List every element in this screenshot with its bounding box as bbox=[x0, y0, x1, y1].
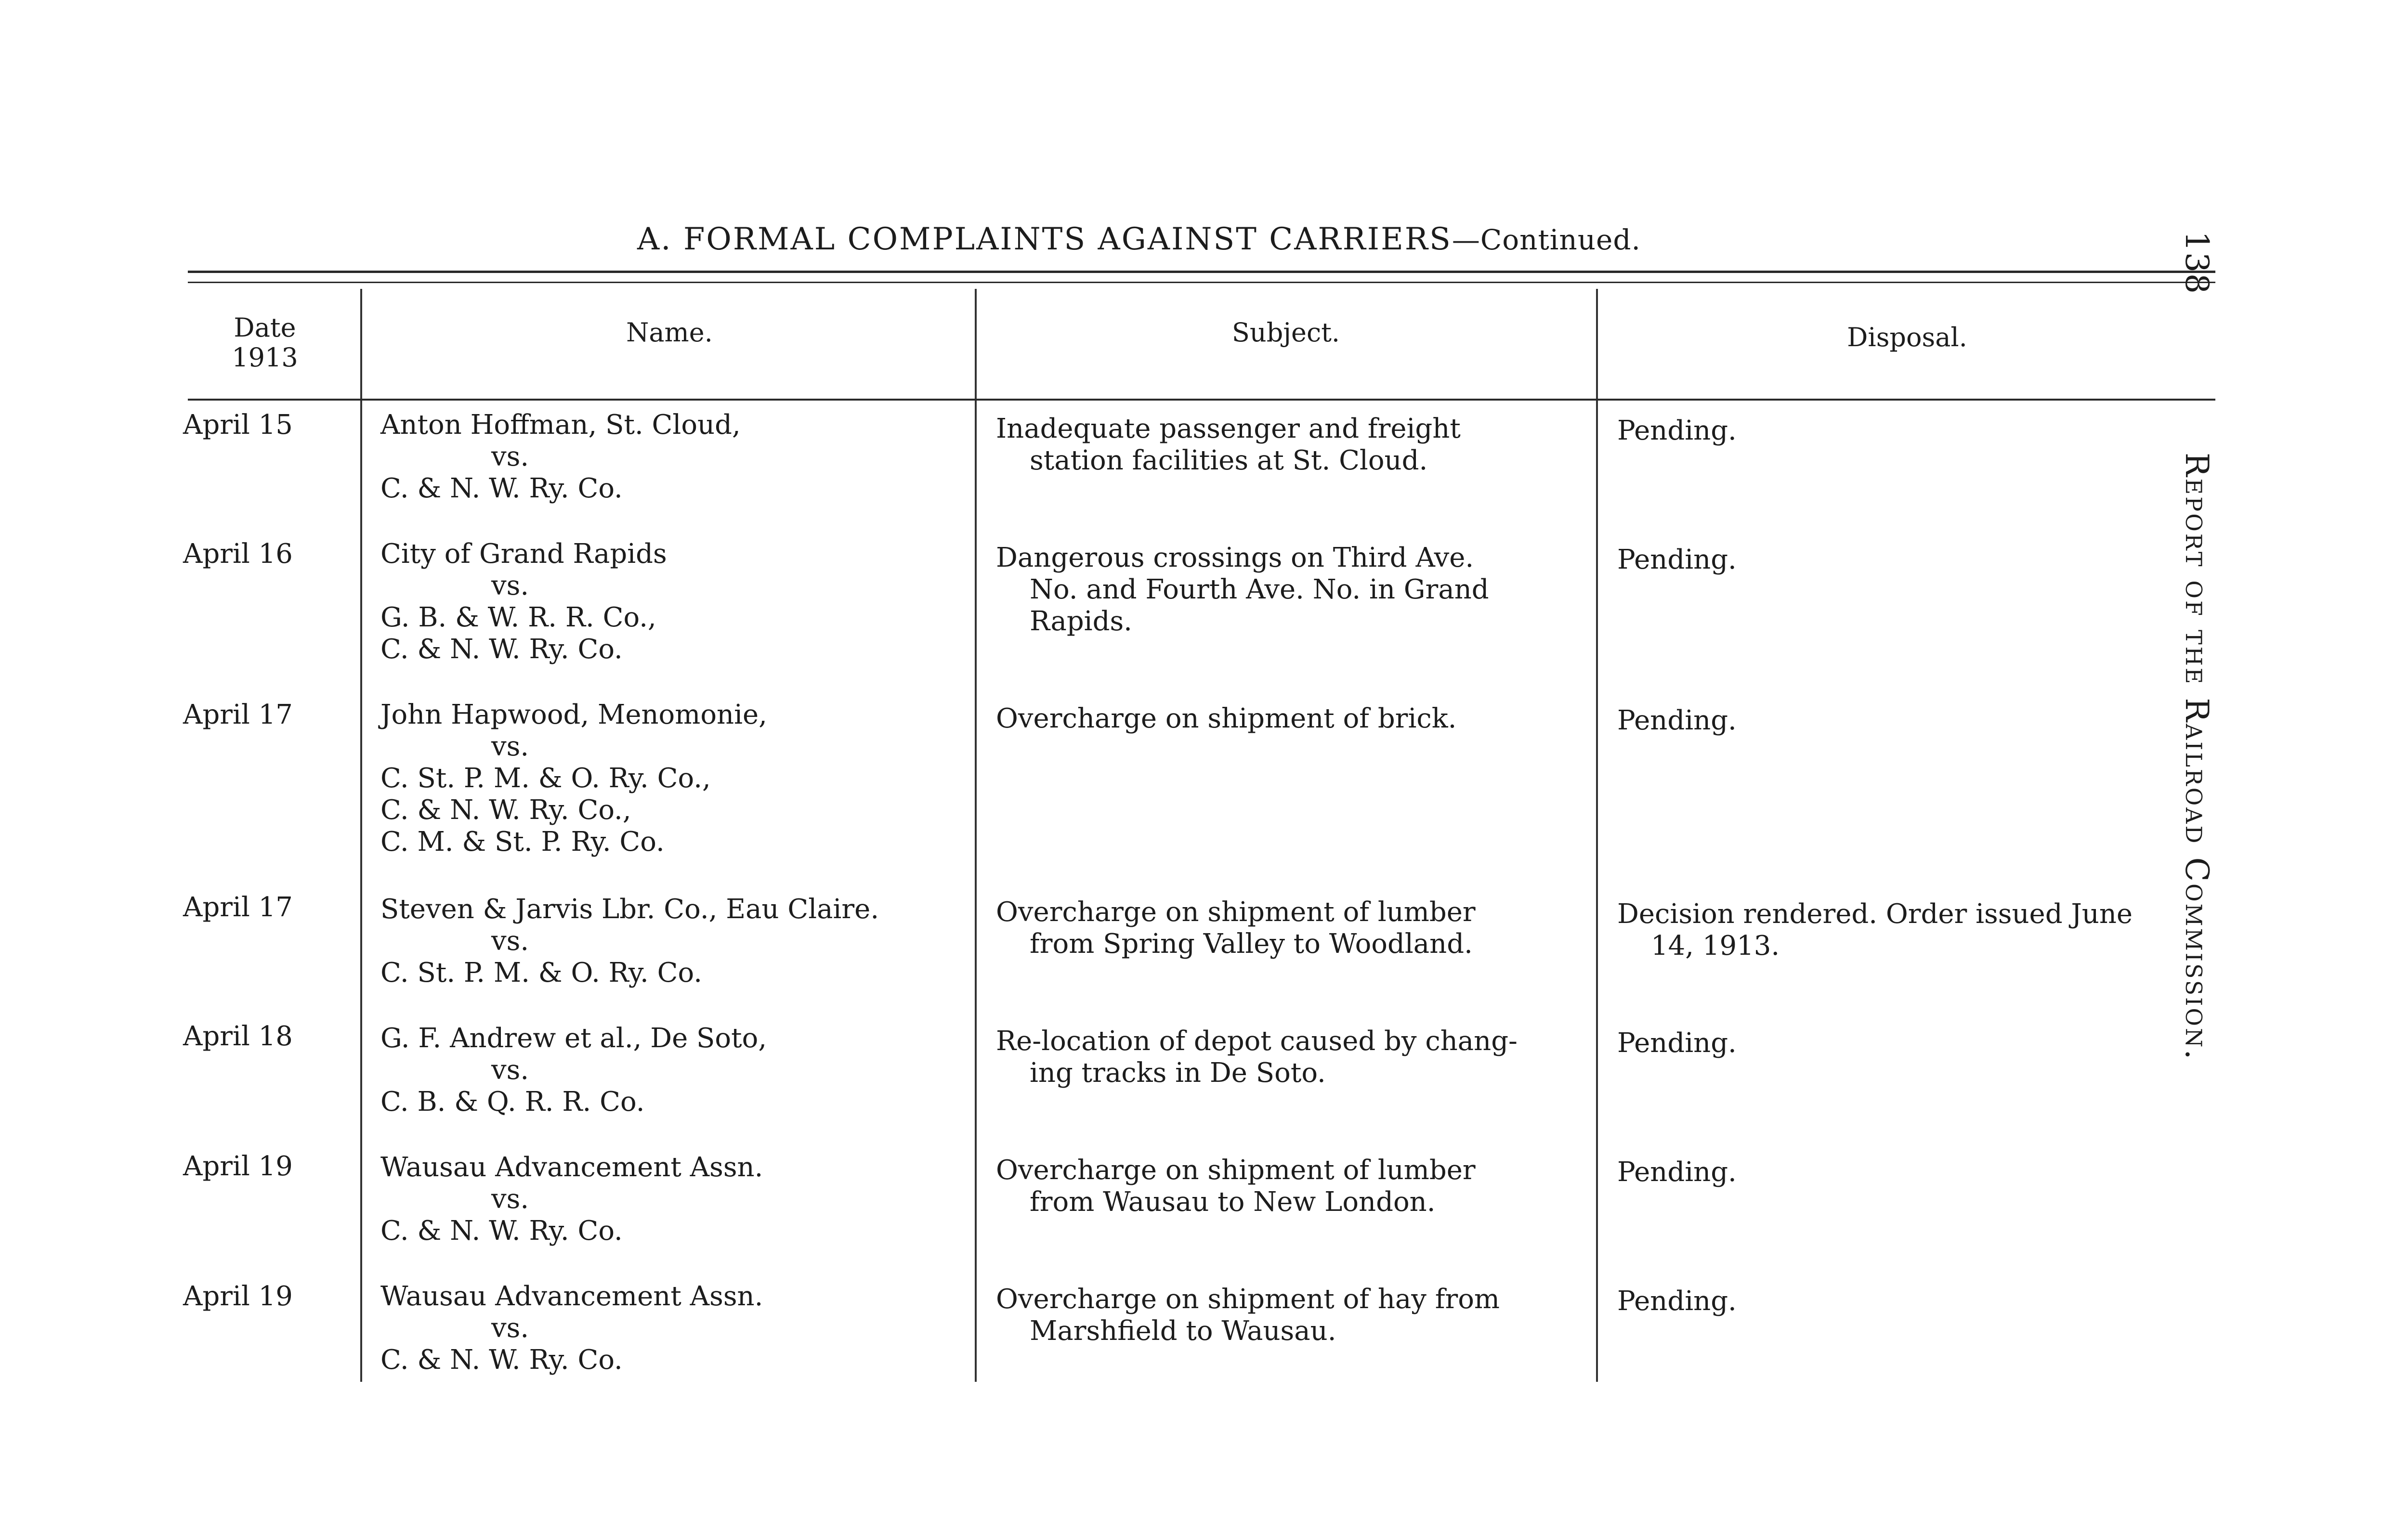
respondent: C. & N. W. Ry. Co. bbox=[380, 1344, 623, 1376]
respondent: C. St. P. M. & O. Ry. Co. bbox=[380, 957, 703, 988]
disposal-line: Pending. bbox=[1617, 544, 1737, 575]
versus-label: vs. bbox=[491, 1312, 529, 1344]
disposal-line: Pending. bbox=[1617, 705, 1737, 736]
subject-line: ing tracks in De Soto. bbox=[1030, 1057, 1326, 1089]
subject-line: Marshfield to Wausau. bbox=[1030, 1315, 1336, 1347]
row-date: April 15 bbox=[183, 409, 293, 441]
date-header bbox=[183, 313, 347, 373]
subject-line: Overcharge on shipment of brick. bbox=[996, 703, 1457, 734]
year-header-label: 1913 bbox=[232, 342, 298, 373]
row-name bbox=[380, 409, 973, 505]
respondent: C. & N. W. Ry. Co. bbox=[380, 634, 623, 665]
respondent: C. M. & St. P. Ry. Co. bbox=[380, 826, 665, 857]
row-name bbox=[380, 699, 973, 858]
row-name bbox=[380, 1152, 973, 1247]
row-name bbox=[380, 894, 973, 989]
top-rule bbox=[188, 271, 2215, 273]
complainant: Wausau Advancement Assn. bbox=[380, 1281, 763, 1312]
subject-line: Re-location of depot caused by chang- bbox=[996, 1026, 1518, 1057]
row-date: April 19 bbox=[183, 1281, 293, 1312]
row-date: April 17 bbox=[183, 892, 293, 923]
row-disposal bbox=[1617, 1286, 2214, 1317]
top-rule-thin bbox=[188, 282, 2215, 283]
row-subject bbox=[996, 1284, 1593, 1347]
respondent: C. B. & Q. R. R. Co. bbox=[380, 1086, 645, 1117]
subject-line: from Wausau to New London. bbox=[1030, 1186, 1436, 1218]
date-header-label: Date bbox=[234, 312, 296, 343]
versus-label: vs. bbox=[491, 441, 529, 472]
disposal-line: Pending. bbox=[1617, 1286, 1737, 1317]
row-disposal bbox=[1617, 415, 2214, 447]
column-divider bbox=[1596, 289, 1598, 1382]
versus-label: vs. bbox=[491, 925, 529, 957]
row-disposal bbox=[1617, 1156, 2214, 1188]
column-divider bbox=[360, 289, 362, 1382]
respondent: C. & N. W. Ry. Co., bbox=[380, 794, 631, 826]
row-subject bbox=[996, 1026, 1593, 1089]
versus-label: vs. bbox=[491, 1183, 529, 1215]
versus-label: vs. bbox=[491, 570, 529, 601]
row-subject bbox=[996, 1155, 1593, 1218]
row-name bbox=[380, 1281, 973, 1376]
subject-line: Overcharge on shipment of lumber bbox=[996, 896, 1476, 928]
title-suffix: —Continued. bbox=[1452, 223, 1641, 256]
page-title bbox=[188, 221, 2090, 257]
subject-line: from Spring Valley to Woodland. bbox=[1030, 928, 1473, 960]
versus-label: vs. bbox=[491, 731, 529, 762]
row-name bbox=[380, 1023, 973, 1118]
column-divider bbox=[975, 289, 977, 1382]
row-disposal bbox=[1617, 544, 2214, 576]
row-date: April 16 bbox=[183, 538, 293, 570]
respondent: G. B. & W. R. R. Co., bbox=[380, 602, 656, 633]
subject-line: Overcharge on shipment of lumber bbox=[996, 1155, 1476, 1186]
row-disposal bbox=[1617, 898, 2214, 962]
versus-label: vs. bbox=[491, 1054, 529, 1086]
running-title: Report of the Railroad Commission. bbox=[2178, 453, 2215, 1062]
row-date: April 17 bbox=[183, 699, 293, 730]
title-main: FORMAL COMPLAINTS AGAINST CARRIERS bbox=[683, 221, 1452, 257]
row-subject bbox=[996, 542, 1593, 637]
name-header: Name. bbox=[626, 317, 713, 348]
complainant: Anton Hoffman, St. Cloud, bbox=[380, 409, 741, 441]
title-prefix: A. bbox=[637, 221, 672, 257]
subject-line: Rapids. bbox=[1030, 606, 1132, 637]
subject-line: station facilities at St. Cloud. bbox=[1030, 445, 1428, 476]
row-disposal bbox=[1617, 705, 2214, 737]
subject-line: Overcharge on shipment of hay from bbox=[996, 1284, 1500, 1315]
row-subject bbox=[996, 413, 1593, 477]
complainant: John Hapwood, Menomonie, bbox=[380, 699, 767, 730]
disposal-line: Pending. bbox=[1617, 1027, 1737, 1059]
row-date: April 18 bbox=[183, 1021, 293, 1052]
header-rule bbox=[188, 399, 2215, 401]
complainant: G. F. Andrew et al., De Soto, bbox=[380, 1023, 767, 1054]
complainant: City of Grand Rapids bbox=[380, 538, 667, 570]
subject-header: Subject. bbox=[1231, 317, 1340, 348]
row-name bbox=[380, 538, 973, 665]
disposal-line: Pending. bbox=[1617, 1156, 1737, 1188]
respondent: C. St. P. M. & O. Ry. Co., bbox=[380, 763, 711, 794]
complainant: Steven & Jarvis Lbr. Co., Eau Claire. bbox=[380, 894, 879, 925]
respondent: C. & N. W. Ry. Co. bbox=[380, 1215, 623, 1247]
disposal-line: Pending. bbox=[1617, 415, 1737, 446]
disposal-line: Decision rendered. Order issued June bbox=[1617, 898, 2133, 930]
row-disposal bbox=[1617, 1027, 2214, 1059]
disposal-header: Disposal. bbox=[1847, 322, 1967, 352]
page-number: 138 bbox=[2178, 231, 2215, 295]
disposal-line: 14, 1913. bbox=[1651, 930, 1780, 961]
subject-line: Inadequate passenger and freight bbox=[996, 413, 1461, 444]
complainant: Wausau Advancement Assn. bbox=[380, 1152, 763, 1183]
row-date: April 19 bbox=[183, 1151, 293, 1182]
row-subject bbox=[996, 896, 1593, 960]
row-subject bbox=[996, 703, 1593, 735]
respondent: C. & N. W. Ry. Co. bbox=[380, 473, 623, 504]
subject-line: No. and Fourth Ave. No. in Grand bbox=[1030, 574, 1489, 605]
subject-line: Dangerous crossings on Third Ave. bbox=[996, 542, 1474, 573]
